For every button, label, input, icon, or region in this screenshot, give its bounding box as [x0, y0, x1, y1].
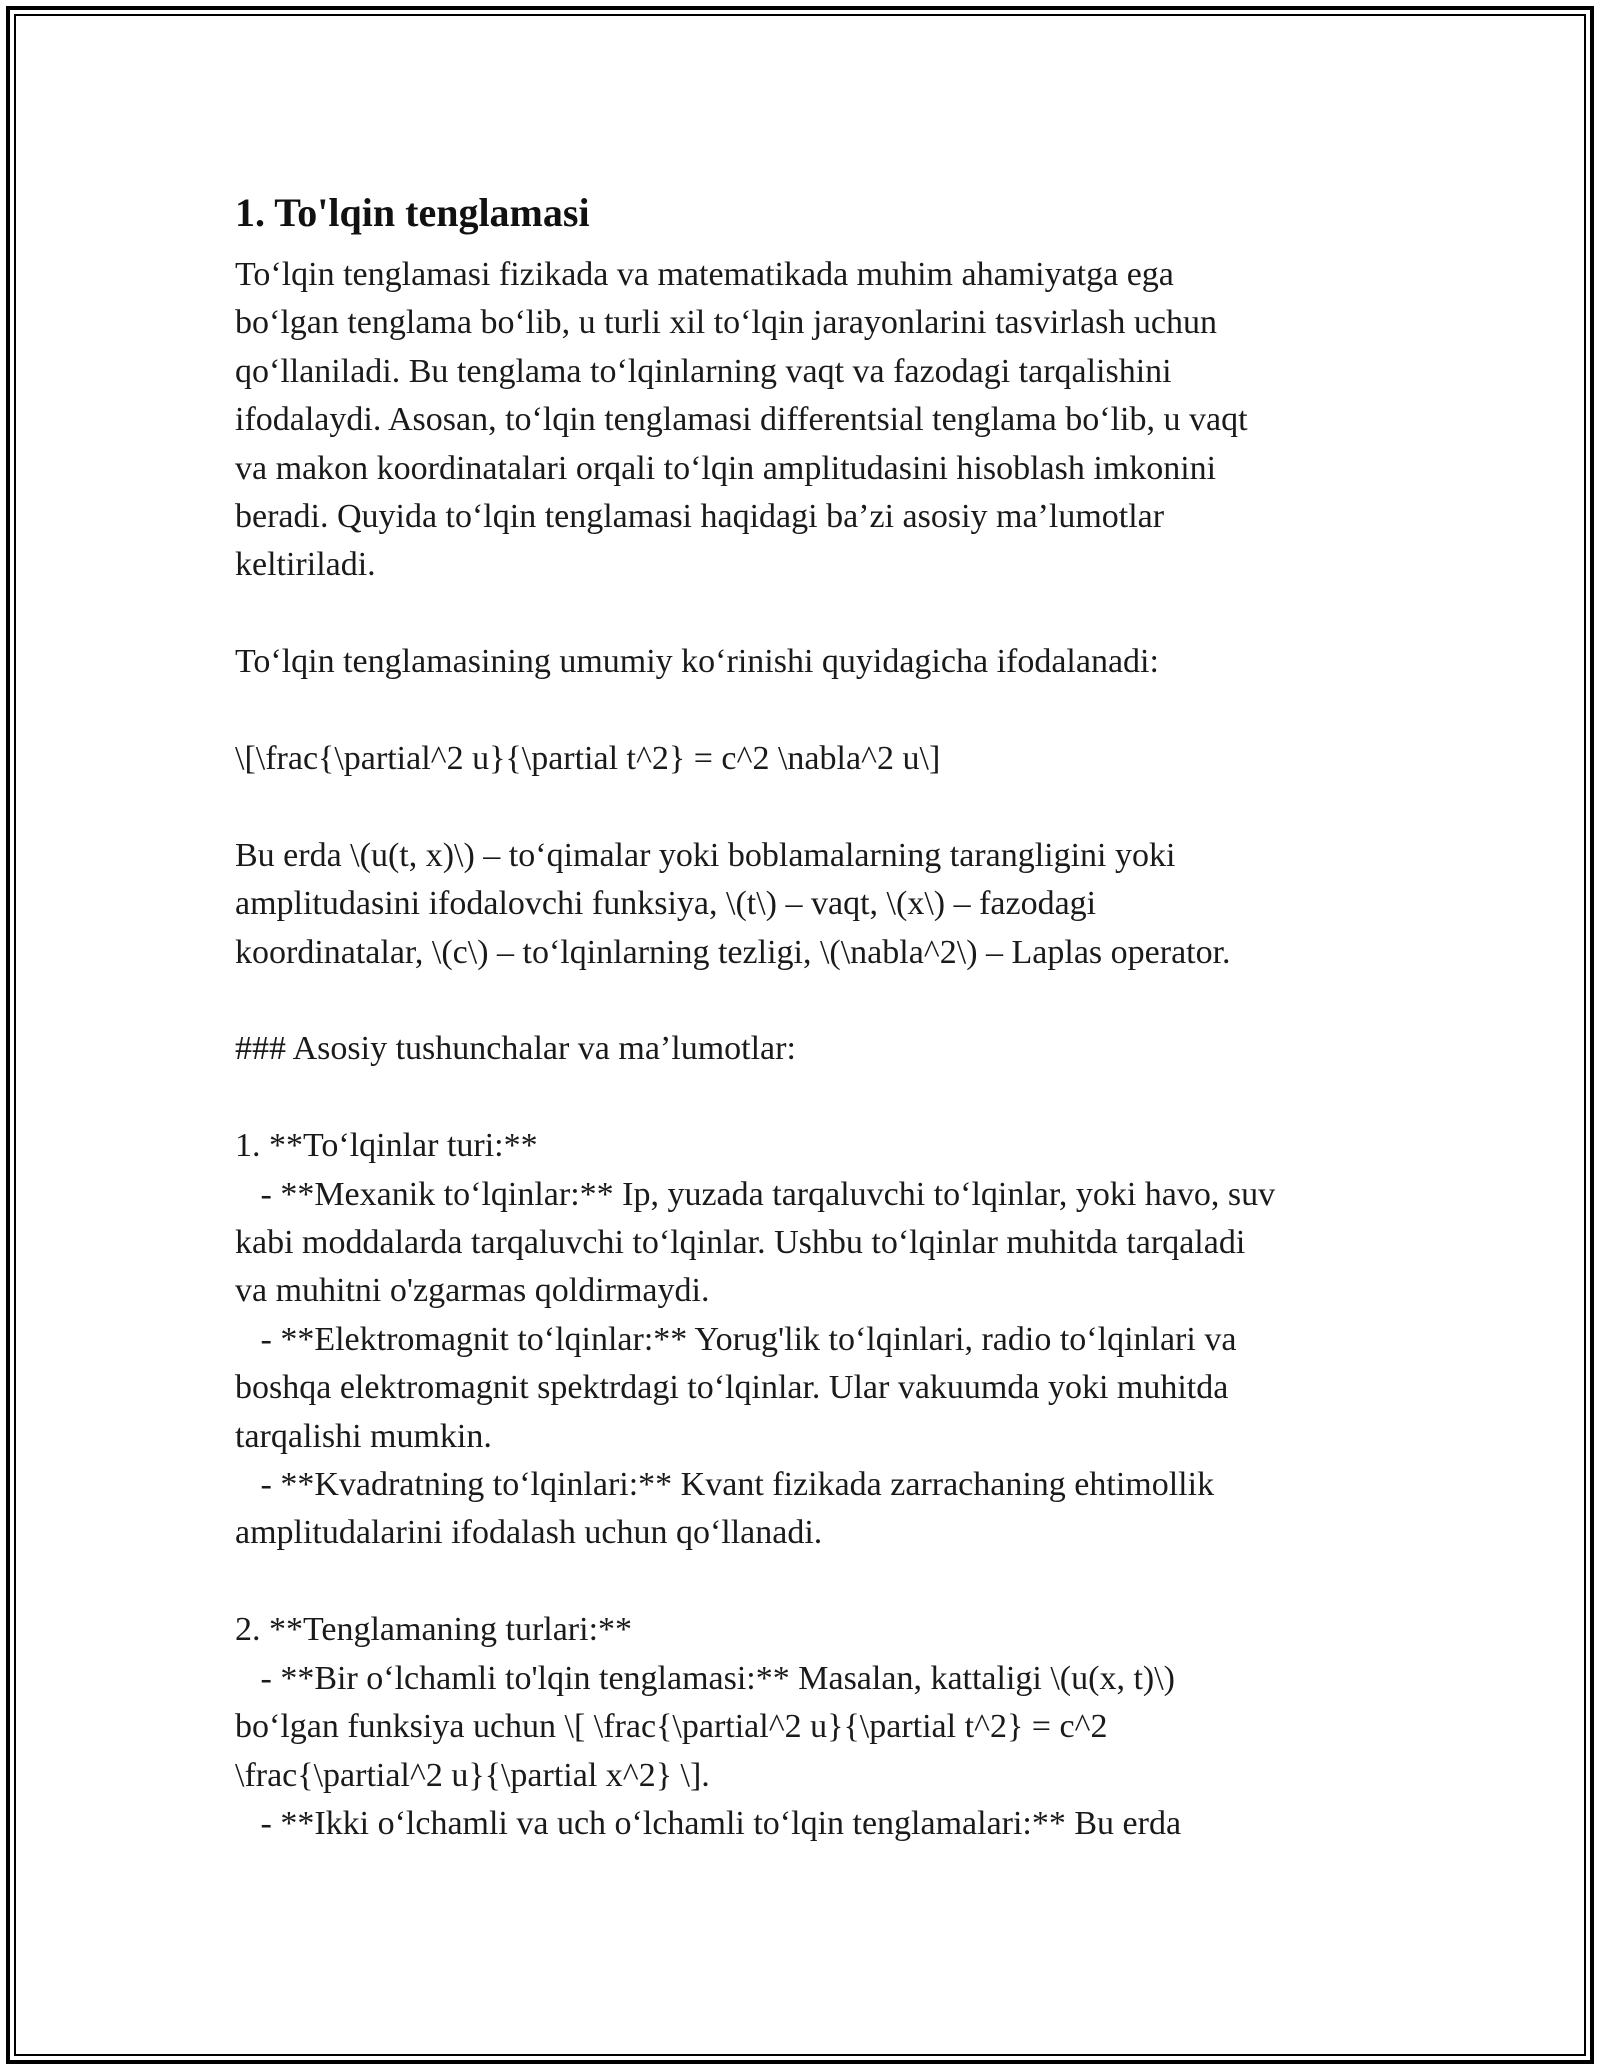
list-item: boshqa elektromagnit spektrdagi to‘lqinlar. Ular vakuumda yoki muhitda: [235, 1369, 1229, 1407]
list-item: bo‘lgan funksiya uchun \[ \frac{\partial^2 u}{\partial t^2} = c^2: [235, 1708, 1108, 1746]
wave-equation: \[\frac{\partial^2 u}{\partial t^2} = c^2 \nabla^2 u\]: [235, 740, 941, 778]
spacer: [235, 687, 1375, 735]
definitions-paragraph: [235, 832, 1375, 977]
intro-line: keltiriladi.: [235, 546, 376, 584]
spacer: [235, 590, 1375, 638]
list-item: - **Ikki o‘lchamli va uch o‘lchamli to‘lqin tenglamalari:** Bu erda: [235, 1804, 1182, 1842]
intro-line: To‘lqin tenglamasi fizikada va matematikada muhim ahamiyatga ega: [235, 256, 1174, 293]
document-body: [235, 185, 1375, 1848]
definitions-line: amplitudasini ifodalovchi funksiya, \(t\) – vaqt, \(x\) – fazodagi: [235, 885, 1097, 923]
definitions-line: koordinatalar, \(c\) – to‘lqinlarning tezligi, \(\nabla^2\) – Laplas operator.: [235, 933, 1231, 971]
intro-line: va makon koordinatalari orqali to‘lqin amplitudasini hisoblash imkonini: [235, 449, 1217, 487]
list-item: - **Bir o‘lchamli to'lqin tenglamasi:** Masalan, kattaligi \(u(x, t)\): [235, 1659, 1175, 1697]
spacer: [235, 783, 1375, 831]
list-item: tarqalishi mumkin.: [235, 1417, 492, 1455]
spacer: [235, 1558, 1375, 1606]
intro-line: ifodalaydi. Asosan, to‘lqin tenglamasi differentsial tenglama bo‘lib, u vaqt: [235, 401, 1248, 439]
list-item: 2. **Tenglamaning turlari:**: [235, 1611, 633, 1649]
list-item: \frac{\partial^2 u}{\partial x^2} \].: [235, 1756, 710, 1794]
list-item: kabi moddalarda tarqaluvchi to‘lqinlar. Ushbu to‘lqinlar muhitda tarqaladi: [235, 1224, 1246, 1262]
list-item: - **Kvadratning to‘lqinlari:** Kvant fizikada zarrachaning ehtimollik: [235, 1466, 1215, 1504]
general-form-intro: To‘lqin tenglamasining umumiy ko‘rinishi quyidagicha ifodalanadi:: [235, 643, 1159, 681]
section-equation-types: [235, 1606, 1375, 1848]
list-item: amplitudalarini ifodalash uchun qo‘llanadi.: [235, 1514, 823, 1552]
list-item: - **Mexanik to‘lqinlar:** Ip, yuzada tarqaluvchi to‘lqinlar, yoki havo, suv: [235, 1175, 1276, 1213]
intro-paragraph: [235, 251, 1375, 590]
intro-line: bo‘lgan tenglama bo‘lib, u turli xil to‘lqin jarayonlarini tasvirlash uchun: [235, 304, 1217, 342]
section-wave-types: [235, 1122, 1375, 1558]
definitions-line: Bu erda \(u(t, x)\) – to‘qimalar yoki boblamalarning tarangligini yoki: [235, 836, 1176, 874]
list-item: 1. **To‘lqinlar turi:**: [235, 1127, 538, 1165]
intro-line: beradi. Quyida to‘lqin tenglamasi haqidagi ba’zi asosiy ma’lumotlar: [235, 498, 1165, 536]
intro-line: qo‘llaniladi. Bu tenglama to‘lqinlarning vaqt va fazodagi tarqalishini: [235, 352, 1172, 390]
spacer: [235, 977, 1375, 1025]
list-item: - **Elektromagnit to‘lqinlar:** Yorug'lik to‘lqinlari, radio to‘lqinlari va: [235, 1320, 1237, 1358]
spacer: [235, 1074, 1375, 1122]
page-title: 1. To'lqin tenglamasi: [235, 190, 590, 235]
list-item: va muhitni o'zgarmas qoldirmaydi.: [235, 1272, 710, 1310]
subheading: ### Asosiy tushunchalar va ma’lumotlar:: [235, 1030, 796, 1068]
